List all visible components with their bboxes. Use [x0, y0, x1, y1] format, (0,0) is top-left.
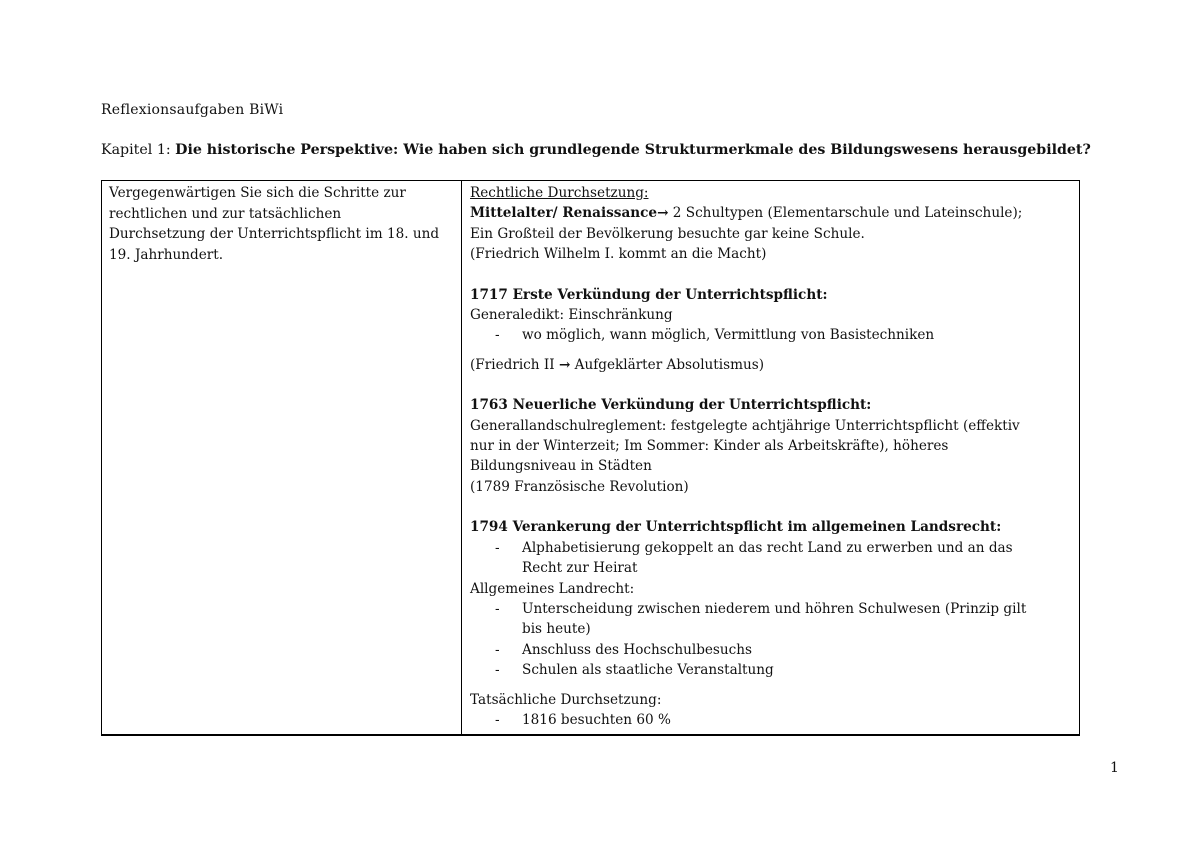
reflection-table [101, 180, 1080, 736]
dash-bullet-icon: - [495, 327, 500, 344]
middle-ages-line [470, 203, 1073, 223]
year-1763-text: (1789 Französische Revolution) [470, 478, 689, 495]
list-item [470, 710, 1073, 730]
list-item-text: Anschluss des Hochschulbesuchs [522, 641, 753, 658]
list-item-text: 1816 besuchten 60 % [522, 711, 671, 728]
year-1717-heading: 1717 Erste Verkündung der Unterrichtspflicht: [470, 286, 828, 303]
legal-enforcement-heading: Rechtliche Durchsetzung: [470, 185, 649, 201]
year-1717-text: Generaledikt: Einschränkung [470, 307, 673, 324]
friedrich-ii-line [470, 355, 1073, 375]
friedrich-ii-pre: (Friedrich II [470, 356, 559, 373]
year-1763-heading: 1763 Neuerliche Verkündung der Unterrichtspflicht: [470, 397, 872, 414]
list-item-text: Schulen als staatliche Veranstaltung [522, 662, 774, 679]
middle-ages-line-2: Ein Großteil der Bevölkerung besuchte gar keine Schule. [470, 225, 865, 242]
list-item-text [522, 538, 1013, 579]
answer-cell [462, 181, 1079, 734]
arrow-right-icon: → [558, 356, 571, 373]
list-item [470, 660, 1073, 680]
list-item [470, 599, 1073, 640]
question-line: Vergegenwärtigen Sie sich die Schritte zur [109, 185, 406, 201]
dash-bullet-icon: - [495, 641, 500, 658]
list-item-text: wo möglich, wann möglich, Vermittlung von Basistechniken [522, 327, 935, 344]
dash-bullet-icon: - [495, 711, 500, 728]
list-item-line: Unterscheidung zwischen niederem und höhren Schulwesen (Prinzip gilt [522, 600, 1027, 617]
question-line: rechtlichen und zur tatsächlichen [109, 205, 342, 222]
list-item [470, 640, 1073, 660]
arrow-right-icon: → [657, 205, 669, 222]
chapter-prefix: Kapitel 1: [101, 142, 176, 158]
question-line: 19. Jahrhundert. [109, 246, 224, 263]
middle-ages-text: 2 Schultypen (Elementarschule und Lateinschule); [668, 205, 1023, 222]
question-cell [102, 181, 462, 734]
middle-ages-line-3: (Friedrich Wilhelm I. kommt an die Macht) [470, 246, 767, 263]
chapter-title: Die historische Perspektive: Wie haben sich grundlegende Strukturmerkmale des Bildungswesens herausgebildet? [175, 142, 1091, 158]
list-item-line: Recht zur Heirat [522, 560, 638, 577]
chapter-heading [101, 142, 1091, 158]
dash-bullet-icon: - [495, 600, 500, 617]
list-item-line: Alphabetisierung gekoppelt an das recht Land zu erwerben und an das [522, 539, 1013, 556]
list-item [470, 538, 1073, 579]
year-1794-heading: 1794 Verankerung der Unterrichtspflicht im allgemeinen Landsrecht: [470, 519, 1002, 536]
document-title: Reflexionsaufgaben BiWi [101, 102, 284, 118]
list-item-line: bis heute) [522, 621, 591, 638]
friedrich-ii-post: Aufgeklärter Absolutismus) [570, 356, 765, 373]
middle-ages-label: Mittelalter/ Renaissance [470, 205, 658, 222]
dash-bullet-icon: - [495, 662, 500, 679]
question-line: Durchsetzung der Unterrichtspflicht im 18. und [109, 226, 440, 242]
list-item-text [522, 599, 1026, 640]
year-1763-text: Bildungsniveau in Städten [470, 458, 652, 475]
year-1763-text: Generallandschulreglement: festgelegte achtjährige Unterrichtspflicht (effektiv [470, 417, 1020, 434]
year-1763-text: nur in der Winterzeit; Im Sommer: Kinder als Arbeitskräfte), höheres [470, 438, 949, 455]
actual-enforcement-heading: Tatsächliche Durchsetzung: [470, 691, 662, 708]
page-number: 1 [1110, 760, 1119, 776]
landrecht-label: Allgemeines Landrecht: [470, 580, 635, 597]
list-item [470, 325, 1073, 345]
dash-bullet-icon: - [495, 539, 500, 556]
